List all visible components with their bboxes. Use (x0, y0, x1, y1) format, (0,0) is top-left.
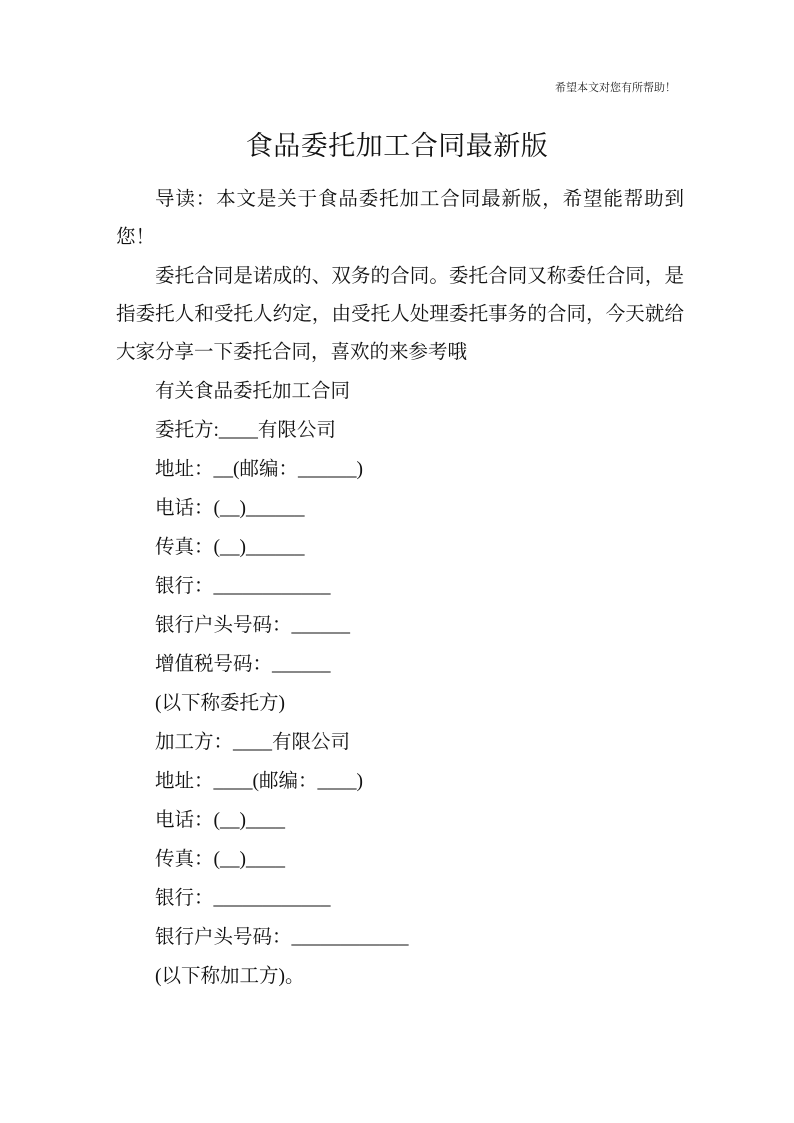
processor-bank-line: 银行：____________ (155, 888, 331, 910)
client-fax-line: 传真：(__)______ (155, 537, 305, 559)
client-designation-line: (以下称委托方) (155, 693, 285, 715)
processor-name-line: 加工方：____有限公司 (155, 732, 351, 754)
document-body (116, 181, 684, 996)
processor-phone-line: 电话：(__)____ (155, 810, 285, 832)
client-account-line: 银行户头号码：______ (155, 615, 351, 637)
client-phone-line: 电话：(__)______ (155, 498, 305, 520)
intro-paragraph: 导读：本文是关于食品委托加工合同最新版，希望能帮助到您！ (116, 189, 684, 249)
document-title: 食品委托加工合同最新版 (245, 131, 549, 161)
definition-paragraph: 委托合同是诺成的、双务的合同。委托合同又称委任合同，是指委托人和受托人约定，由受托人处理委托事务的合同，今天就给大家分享一下委托合同，喜欢的来参考哦 (116, 265, 684, 364)
page-header: 希望本文对您有所帮助！ (555, 82, 676, 94)
processor-fax-line: 传真：(__)____ (155, 849, 285, 871)
client-bank-line: 银行：____________ (155, 576, 331, 598)
processor-designation-line: (以下称加工方)。 (155, 966, 305, 988)
client-address-line: 地址：__(邮编：______) (155, 459, 363, 481)
processor-address-line: 地址：____(邮编：____) (155, 771, 363, 793)
client-name-line: 委托方:____有限公司 (155, 420, 336, 442)
contract-heading: 有关食品委托加工合同 (155, 381, 351, 403)
processor-account-line: 银行户头号码：____________ (155, 927, 409, 949)
client-tax-line: 增值税号码：______ (155, 654, 331, 676)
